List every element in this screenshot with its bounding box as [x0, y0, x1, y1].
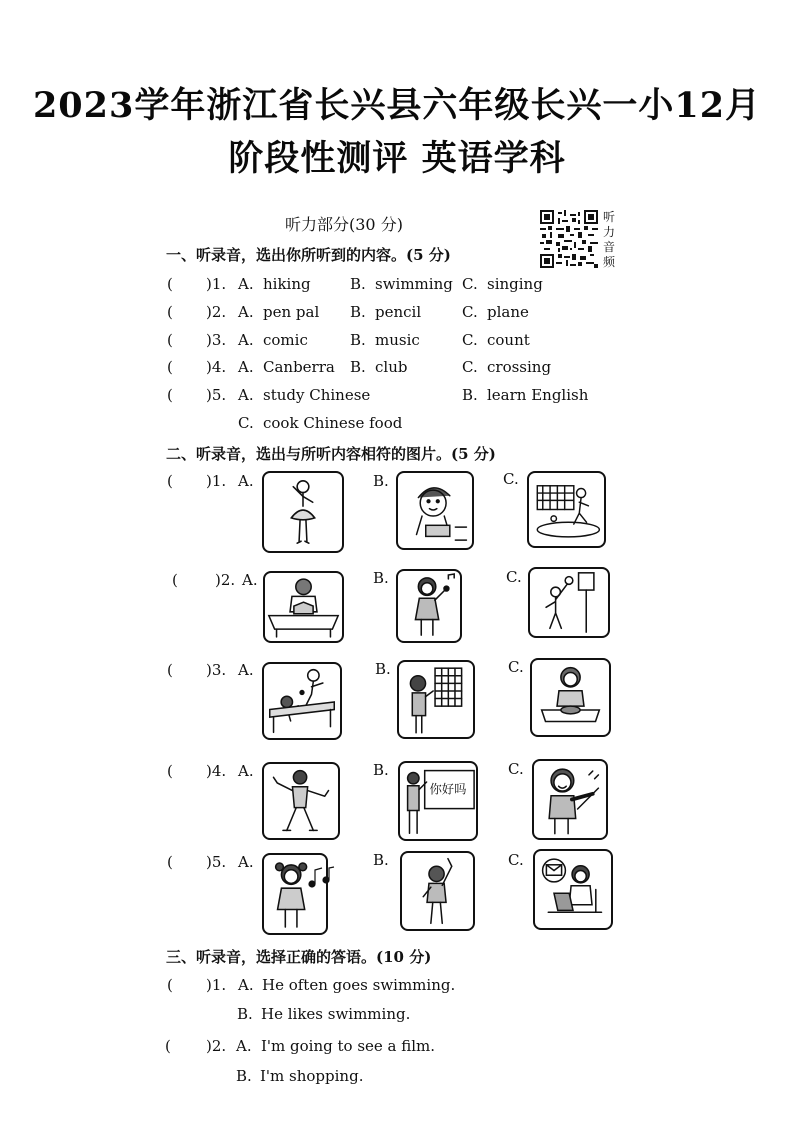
qr-label [602, 210, 616, 270]
answer-paren[interactable]: ( [167, 386, 173, 404]
option-a-text: hiking [263, 275, 311, 293]
picture-ping-pong[interactable] [262, 662, 342, 740]
picture-tai-chi[interactable] [262, 762, 340, 840]
option-b-text: swimming [375, 275, 453, 293]
option-b-label: B. [375, 660, 391, 678]
option-a-label: A. [238, 661, 254, 679]
option-b-label: B. [373, 761, 389, 779]
board-text: 你好吗 [429, 782, 467, 797]
question-number: )1. [206, 976, 227, 994]
question-number: )3. [206, 661, 227, 679]
option-c-text: singing [487, 275, 543, 293]
option-c-label: C. [508, 658, 524, 676]
option-b-label: B. [236, 1067, 252, 1085]
option-a-label: A. [238, 358, 254, 376]
option-b-label: B. [373, 472, 389, 490]
option-b-text: pencil [375, 303, 422, 321]
answer-paren[interactable]: ( [167, 976, 173, 994]
option-a-label: A. [236, 1037, 252, 1055]
option-b-label: B. [462, 386, 478, 404]
picture-ballet-dancer[interactable] [262, 471, 344, 553]
answer-paren[interactable]: ( [167, 275, 173, 293]
option-b-label: B. [350, 331, 366, 349]
option-b-label: B. [237, 1005, 253, 1023]
picture-girl-dancing[interactable] [400, 851, 475, 931]
option-b-text: music [375, 331, 420, 349]
qr-code-icon [540, 210, 598, 268]
option-a-label: A. [238, 386, 254, 404]
answer-paren[interactable]: ( [167, 472, 173, 490]
option-c-label: C. [503, 470, 519, 488]
question-number: )3. [206, 331, 227, 349]
answer-paren[interactable]: ( [172, 571, 178, 589]
option-c-text: cook Chinese food [263, 414, 403, 432]
option-a-text: pen pal [263, 303, 320, 321]
answer-paren[interactable]: ( [167, 853, 173, 871]
page-title-line-2: 阶段性测评 英语学科 [228, 138, 566, 179]
option-c-text: crossing [487, 358, 552, 376]
option-a-text: study Chinese [263, 386, 371, 404]
picture-girl-singing[interactable] [396, 569, 462, 643]
answer-paren[interactable]: ( [167, 303, 173, 321]
option-b-label: B. [350, 303, 366, 321]
option-b-label: B. [350, 275, 366, 293]
answer-paren[interactable]: ( [167, 331, 173, 349]
answer-paren[interactable]: ( [167, 762, 173, 780]
picture-boy-writing[interactable] [396, 471, 474, 550]
section-3-heading: 三、听录音，选择正确的答语。(10 分) [166, 948, 432, 966]
qr-label-char: 音 [602, 240, 615, 254]
music-notes-icon [306, 864, 336, 890]
option-b-label: B. [373, 569, 389, 587]
question-number: )1. [206, 472, 227, 490]
picture-violin[interactable] [532, 759, 608, 840]
option-b-text: I'm shopping. [260, 1067, 364, 1085]
qr-label-char: 听 [602, 210, 615, 224]
question-number: )4. [206, 358, 227, 376]
option-c-label: C. [238, 414, 254, 432]
question-number: )1. [206, 275, 227, 293]
picture-calendar-board[interactable] [397, 660, 475, 739]
picture-teacher-board[interactable] [398, 761, 478, 841]
option-a-text: Canberra [263, 358, 335, 376]
option-a-text: I'm going to see a film. [261, 1037, 436, 1055]
option-b-label: B. [373, 851, 389, 869]
option-c-label: C. [508, 760, 524, 778]
section-1-heading: 一、听录音，选出你所听到的内容。(5 分) [166, 246, 451, 264]
answer-paren[interactable]: ( [167, 358, 173, 376]
question-number: )2. [206, 1037, 227, 1055]
option-b-text: learn English [487, 386, 589, 404]
option-a-text: He often goes swimming. [262, 976, 456, 994]
qr-label-char: 力 [602, 225, 615, 239]
option-a-label: A. [238, 976, 254, 994]
option-c-label: C. [462, 303, 478, 321]
question-number: )5. [206, 853, 227, 871]
option-a-label: A. [238, 275, 254, 293]
option-a-label: A. [242, 571, 258, 589]
option-b-text: He likes swimming. [261, 1005, 411, 1023]
picture-girl-cooking[interactable] [530, 658, 611, 737]
option-a-text: comic [263, 331, 308, 349]
option-c-label: C. [462, 275, 478, 293]
picture-soccer-goal[interactable] [527, 471, 606, 548]
question-number: )2. [215, 571, 236, 589]
option-b-text: club [375, 358, 408, 376]
option-c-text: count [487, 331, 530, 349]
option-c-label: C. [506, 568, 522, 586]
option-a-label: A. [238, 331, 254, 349]
picture-email-laptop[interactable] [533, 849, 613, 930]
option-b-label: B. [350, 358, 366, 376]
page-title-line-1: 2023学年浙江省长兴县六年级长兴一小12月 [32, 85, 762, 126]
answer-paren[interactable]: ( [167, 661, 173, 679]
qr-label-char: 频 [602, 255, 615, 269]
option-a-label: A. [238, 762, 254, 780]
picture-basketball[interactable] [528, 567, 610, 638]
section-2-heading: 二、听录音，选出与所听内容相符的图片。(5 分) [166, 445, 496, 463]
question-number: )2. [206, 303, 227, 321]
picture-boy-reading[interactable] [263, 571, 344, 643]
option-c-label: C. [462, 358, 478, 376]
option-c-label: C. [462, 331, 478, 349]
question-number: )4. [206, 762, 227, 780]
listening-header: 听力部分(30 分) [285, 215, 403, 234]
option-c-label: C. [508, 851, 524, 869]
option-a-label: A. [238, 472, 254, 490]
option-a-label: A. [238, 853, 254, 871]
option-a-label: A. [238, 303, 254, 321]
question-number: )5. [206, 386, 227, 404]
answer-paren[interactable]: ( [165, 1037, 171, 1055]
option-c-text: plane [487, 303, 529, 321]
